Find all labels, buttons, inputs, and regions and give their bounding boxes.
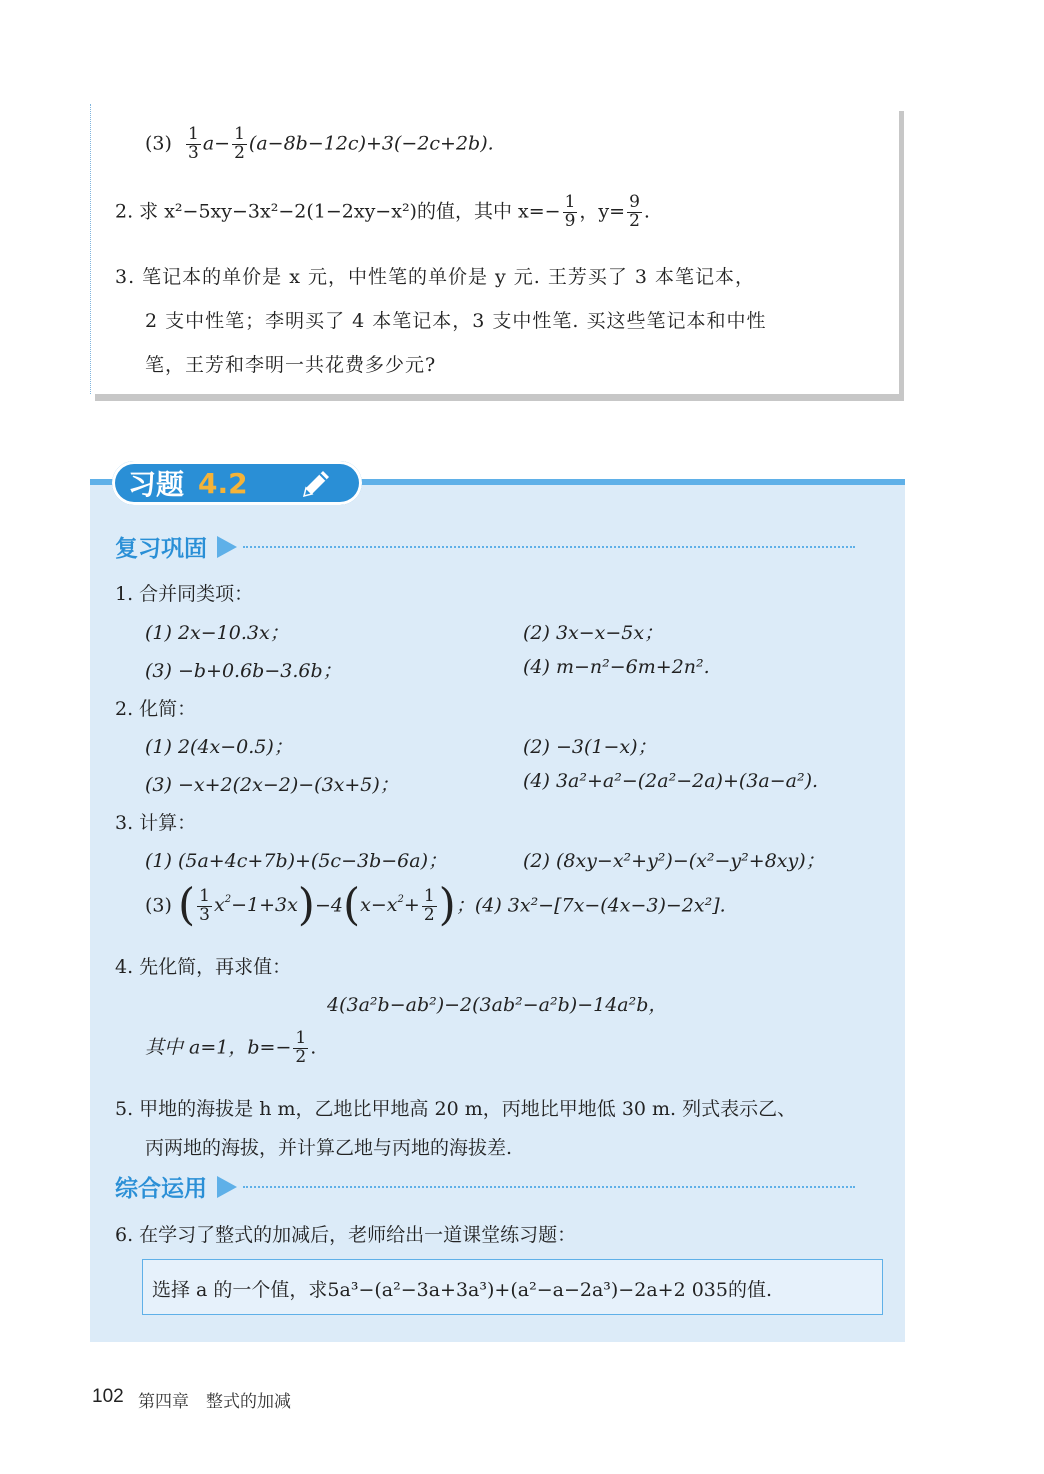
q1-item-1: (1) 2x−10.3x；: [145, 622, 289, 644]
section-application-title: 综合运用: [115, 1176, 207, 1202]
q4-condition: 其中 a=1，b=− $\frac{1}{2}$ .: [145, 1028, 317, 1067]
pencil-icon: [296, 463, 336, 503]
q4-expression: 4(3a²b−ab²)−2(3ab²−a²b)−14a²b，: [327, 994, 668, 1016]
q3-item-2: (2) (8xy−x²+y²)−(x²−y²+8xy)；: [523, 850, 825, 872]
chapter-title: 第四章 整式的加减: [138, 1392, 291, 1412]
section-review-header: [115, 530, 855, 563]
arrow-right-icon: [217, 1176, 237, 1198]
fraction-one-half: $\frac{1}{2}$: [234, 124, 245, 163]
fraction-one-ninth: $\frac{1}{9}$: [564, 192, 576, 231]
q5-line2: 丙两地的海拔，并计算乙地与丙地的海拔差.: [145, 1137, 513, 1159]
exercise-tab-title: 习题: [128, 468, 185, 501]
section-application-header: [115, 1170, 855, 1203]
fraction-nine-halves: $\frac{9}{2}$: [629, 192, 640, 231]
page-number: 102: [92, 1386, 124, 1407]
q4-title: 4. 先化简，再求值：: [115, 956, 292, 978]
q2-title: 2. 化简：: [115, 698, 197, 720]
section-review-title: 复习巩固: [115, 536, 207, 562]
q3-item-3-4: (3) ( $\frac{1}{3}$ $x^2-1+3x)-4(x-x^2+$ $\frac{1}{2}$ )；(4) 3x²−[7x−(4x−3)−2x²].: [145, 879, 726, 931]
fraction-one-third: $\frac{1}{3}$: [188, 124, 199, 163]
exercise-tab-number: 4.2: [198, 466, 248, 500]
q1-item-3: (3) −b+0.6b−3.6b；: [145, 660, 342, 682]
arrow-right-icon: [217, 536, 237, 558]
top-q2: 2. 求 x²−5xy−3x²−2(1−2xy−x²)的值，其中 x=− $\frac{1}{9}$ ，y= $\frac{9}{2}$ .: [115, 192, 650, 231]
q1-item-2: (2) 3x−x−5x；: [523, 622, 664, 644]
top-q3-line1: 3. 笔记本的单价是 x 元，中性笔的单价是 y 元. 王芳买了 3 本笔记本，: [115, 266, 756, 288]
q2-item-1: (1) 2(4x−0.5)；: [145, 736, 293, 758]
q5-line1: 5. 甲地的海拔是 h m，乙地比甲地高 20 m，丙地比甲地低 30 m. 列式表示乙、: [115, 1098, 797, 1120]
q3-item-1: (1) (5a+4c+7b)+(5c−3b−6a)；: [145, 850, 447, 872]
q1-item-4: (4) m−n²−6m+2n².: [523, 656, 710, 678]
exercise-tab: [112, 461, 362, 505]
top-q1-3: (3) $\frac{1}{3}$ a− $\frac{1}{2}$ (a−8b−12c)+3(−2c+2b).: [145, 124, 494, 163]
section-divider: [243, 1186, 855, 1188]
q2-item-4: (4) 3a²+a²−(2a²−2a)+(3a−a²).: [523, 770, 819, 792]
q2-item-3: (3) −x+2(2x−2)−(3x+5)；: [145, 774, 399, 796]
top-q3-line2: 2 支中性笔；李明买了 4 本笔记本，3 支中性笔. 买这些笔记本和中性: [145, 310, 767, 332]
section-divider: [243, 546, 855, 548]
q2-item-2: (2) −3(1−x)；: [523, 736, 657, 758]
top-q3-line3: 笔，王芳和李明一共花费多少元?: [145, 354, 437, 376]
q6-title: 6. 在学习了整式的加减后，老师给出一道课堂练习题：: [115, 1224, 577, 1246]
q1-title: 1. 合并同类项：: [115, 583, 254, 605]
q6-problem-text: 选择 a 的一个值，求5a³−(a²−3a+3a³)+(a²−a−2a³)−2a+2 035的值.: [152, 1279, 772, 1301]
q3-title: 3. 计算：: [115, 812, 197, 834]
